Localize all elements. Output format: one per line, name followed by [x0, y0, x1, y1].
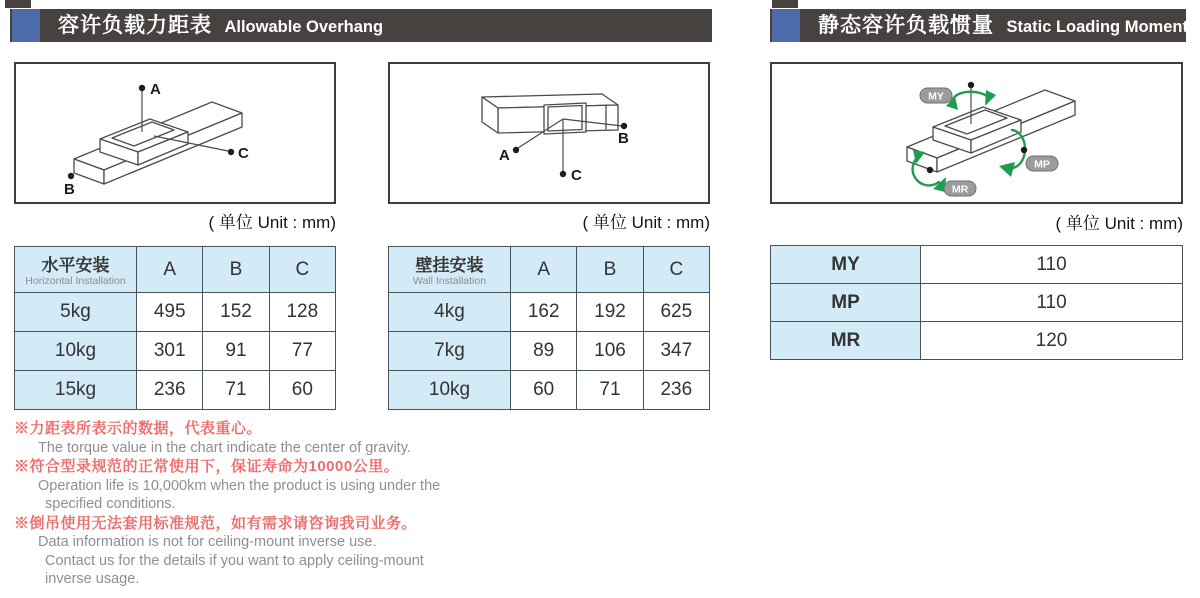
column-header-b: B — [203, 247, 269, 293]
corner-tab-right — [772, 0, 798, 8]
diagram-wall-installation — [388, 62, 710, 204]
table-row — [389, 332, 710, 371]
blue-accent-square — [772, 9, 800, 42]
table-header-row — [389, 247, 710, 293]
table-row — [389, 371, 710, 410]
moment-label-cell: MP — [771, 284, 921, 322]
mp-badge: MP — [1034, 158, 1050, 171]
moment-label-cell: MR — [771, 322, 921, 360]
note-en: Operation life is 10,000km when the product is using under the — [38, 477, 441, 494]
load-cell: 5kg — [15, 293, 137, 332]
note-en: Data information is not for ceiling-mount inverse use. — [38, 534, 377, 551]
wall-installation-table — [388, 246, 710, 410]
column-header-c: C — [643, 247, 709, 293]
table-header-row — [15, 247, 336, 293]
blue-accent-square — [12, 9, 40, 42]
value-cell: 77 — [269, 332, 335, 371]
point-c-label: C — [571, 167, 582, 184]
point-b-label: B — [618, 130, 629, 147]
note-en: inverse usage. — [45, 571, 140, 588]
note-en: specified conditions. — [45, 496, 176, 513]
note-en: Contact us for the details if you want to apply ceiling-mount — [45, 552, 424, 569]
value-cell: 128 — [269, 293, 335, 332]
unit-label: ( 单位 Unit : mm) — [582, 213, 710, 232]
point-b-label: B — [64, 181, 75, 198]
section-title-en: Allowable Overhang — [224, 18, 384, 36]
horizontal-installation-table — [14, 246, 336, 410]
section-title-zh: 静态容许负载惯量 — [818, 14, 994, 37]
note-en: The torque value in the chart indicate the center of gravity. — [38, 439, 411, 456]
table-row — [771, 284, 1183, 322]
static-moment-table — [770, 245, 1183, 360]
table-row — [15, 293, 336, 332]
note-zh: ※倒吊使用无法套用标准规范，如有需求请咨询我司业务。 — [14, 514, 418, 532]
wall-overhang-drawing — [390, 64, 708, 202]
value-cell: 236 — [137, 371, 203, 410]
section-header-overhang — [10, 9, 712, 42]
table-row — [389, 293, 710, 332]
load-cell: 15kg — [15, 371, 137, 410]
corner-tab-left — [5, 0, 31, 8]
value-cell: 89 — [511, 332, 577, 371]
my-badge: MY — [928, 90, 944, 103]
moment-label-cell: MY — [771, 246, 921, 284]
value-cell: 106 — [577, 332, 643, 371]
load-cell: 7kg — [389, 332, 511, 371]
value-cell: 71 — [203, 371, 269, 410]
table-title-cell — [15, 247, 137, 293]
point-a-label: A — [150, 81, 161, 98]
value-cell: 91 — [203, 332, 269, 371]
rail-drawing — [74, 102, 242, 184]
diagram-horizontal-installation — [14, 62, 336, 204]
value-cell: 71 — [577, 371, 643, 410]
column-header-c: C — [269, 247, 335, 293]
column-header-b: B — [577, 247, 643, 293]
column-header-a: A — [511, 247, 577, 293]
table-row — [771, 322, 1183, 360]
value-cell: 236 — [643, 371, 709, 410]
diagram-static-moment — [770, 62, 1183, 204]
unit-label: ( 单位 Unit : mm) — [208, 213, 336, 232]
value-cell: 192 — [577, 293, 643, 332]
horizontal-overhang-drawing — [16, 64, 334, 202]
value-cell: 495 — [137, 293, 203, 332]
table-row — [15, 332, 336, 371]
load-cell: 4kg — [389, 293, 511, 332]
point-a-label: A — [499, 147, 510, 164]
note-zh: ※符合型录规范的正常使用下，保证寿命为10000公里。 — [14, 458, 400, 476]
table-title-zh: 壁挂安装 — [415, 255, 484, 275]
table-title-en: Wall Installation — [412, 274, 487, 287]
column-header-a: A — [137, 247, 203, 293]
load-cell: 10kg — [389, 371, 511, 410]
point-c-label: C — [238, 145, 249, 162]
unit-label: ( 单位 Unit : mm) — [1055, 214, 1183, 233]
note-zh: ※力距表所表示的数据，代表重心。 — [14, 420, 263, 437]
value-cell: 110 — [921, 246, 1183, 284]
section-title-en: Static Loading Moment — [1006, 18, 1188, 36]
value-cell: 162 — [511, 293, 577, 332]
value-cell: 625 — [643, 293, 709, 332]
value-cell: 60 — [269, 371, 335, 410]
table-title-cell — [389, 247, 511, 293]
value-cell: 347 — [643, 332, 709, 371]
table-title-zh: 水平安装 — [41, 255, 110, 275]
section-header-moment — [770, 9, 1186, 42]
mr-badge: MR — [951, 183, 969, 196]
table-title-en: Horizontal Installation — [25, 274, 126, 287]
moment-drawing — [772, 64, 1181, 202]
value-cell: 110 — [921, 284, 1183, 322]
value-cell: 60 — [511, 371, 577, 410]
value-cell: 120 — [921, 322, 1183, 360]
table-row — [15, 371, 336, 410]
load-cell: 10kg — [15, 332, 137, 371]
footnotes — [14, 419, 754, 589]
section-title-zh: 容许负载力距表 — [58, 14, 212, 37]
value-cell: 152 — [203, 293, 269, 332]
table-row — [771, 246, 1183, 284]
value-cell: 301 — [137, 332, 203, 371]
